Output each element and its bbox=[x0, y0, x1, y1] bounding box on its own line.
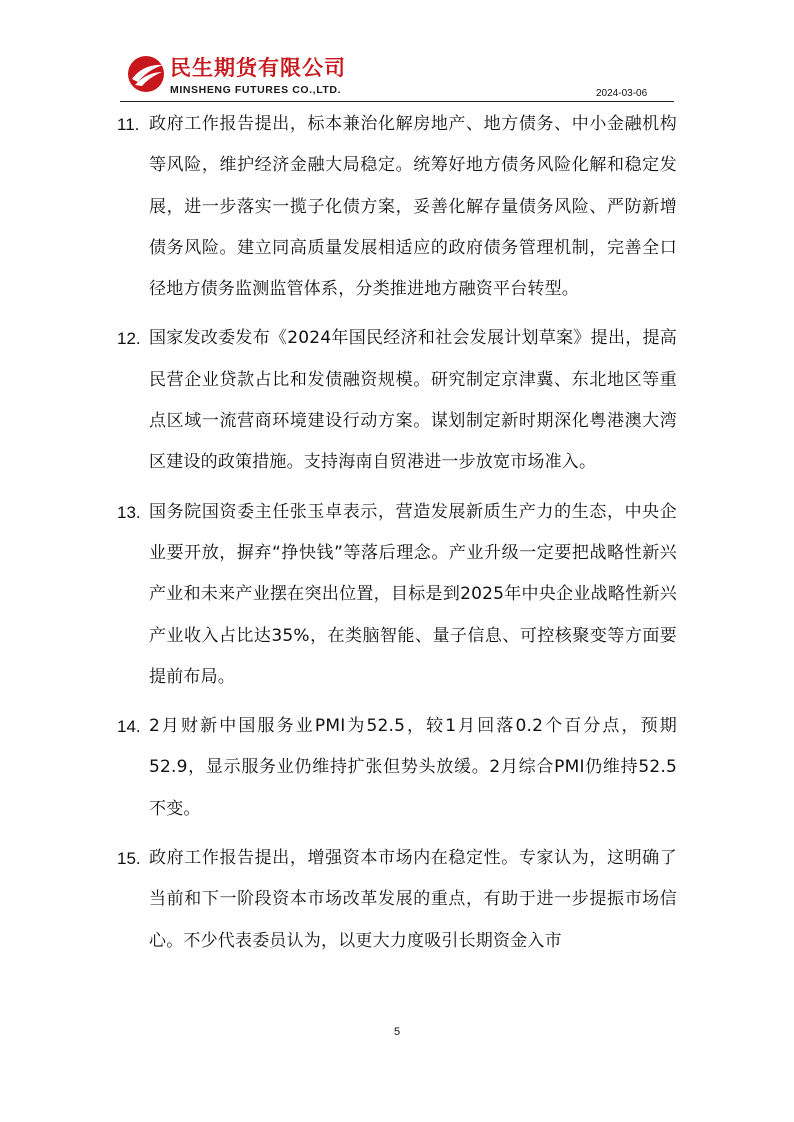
item-text: 政府工作报告提出，标本兼治化解房地产、地方债务、中小金融机构等风险，维护经济金融大局稳定。统筹好地方债务风险化解和稳定发展，进一步落实一揽子化债方案，妥善化解存量债务风险、严防新增债务风险。建立同高质量发展相适应的政府债务管理机制，完善全口径地方债务监测监管体系，分类推进地方融资平台转型。 bbox=[149, 114, 677, 300]
news-item bbox=[117, 706, 677, 830]
item-text: 国务院国资委主任张玉卓表示，营造发展新质生产力的生态，中央企业要开放，摒弃“挣快钱”等落后理念。产业升级一定要把战略性新兴产业和未来产业摆在突出位置，目标是到2025年中央企业战略性新兴产业收入占比达35%，在类脑智能、量子信息、可控核聚变等方面要提前布局。 bbox=[149, 501, 677, 687]
company-name-en: MINSHENG FUTURES CO.,LTD. bbox=[170, 84, 342, 96]
report-date: 2024-03-06 bbox=[596, 88, 648, 99]
minsheng-logo-icon bbox=[126, 54, 166, 94]
news-item bbox=[117, 318, 677, 483]
item-text: 国家发改委发布《2024年国民经济和社会发展计划草案》提出，提高民营企业贷款占比和发债融资规模。研究制定京津冀、东北地区等重点区域一流营商环境建设行动方案。谋划制定新时期深化粤港澳大湾区建设的政策措施。支持海南自贸港进一步放宽市场准入。 bbox=[149, 328, 677, 473]
item-number: 12. bbox=[117, 329, 141, 349]
item-number: 13. bbox=[117, 502, 141, 522]
news-list bbox=[117, 104, 677, 970]
item-number: 15. bbox=[117, 849, 141, 869]
header-divider bbox=[120, 101, 674, 102]
item-text: 2月财新中国服务业PMI为52.5，较1月回落0.2个百分点，预期52.9，显示服务业仍维持扩张但势头放缓。2月综合PMI仍维持52.5不变。 bbox=[149, 716, 677, 819]
item-text: 政府工作报告提出，增强资本市场内在稳定性。专家认为，这明确了当前和下一阶段资本市场改革发展的重点，有助于进一步提振市场信心。不少代表委员认为，以更大力度吸引长期资金入市 bbox=[149, 848, 677, 951]
news-item bbox=[117, 492, 677, 698]
news-item bbox=[117, 104, 677, 310]
item-number: 11. bbox=[117, 115, 140, 134]
item-number: 14. bbox=[117, 717, 141, 737]
news-item bbox=[117, 838, 677, 962]
company-name-cn: 民生期货有限公司 bbox=[170, 56, 346, 80]
page-header bbox=[0, 0, 794, 104]
page-number: 5 bbox=[393, 1026, 401, 1038]
